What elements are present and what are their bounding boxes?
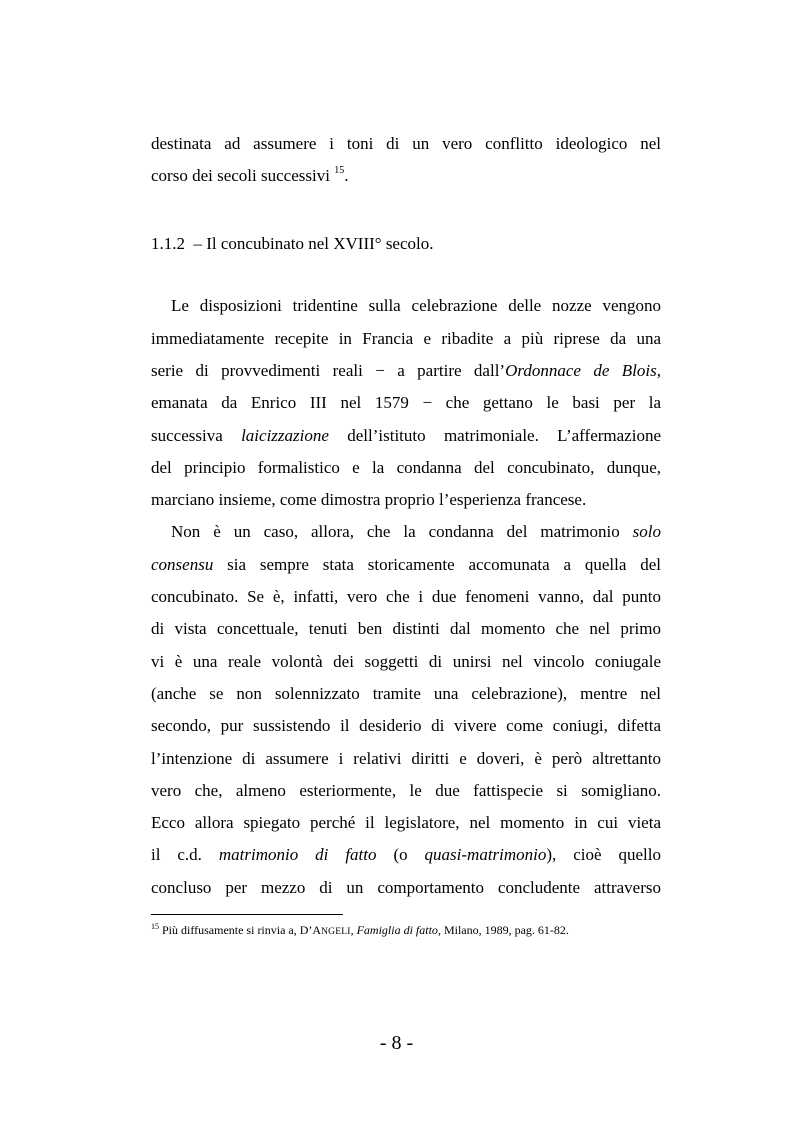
body-line: concluso per mezzo di un comportamento concludente attraverso xyxy=(151,878,661,897)
body-line: successiva laicizzazione dell’istituto matrimoniale. L’affermazione xyxy=(151,426,661,445)
body-line: concubinato. Se è, infatti, vero che i due fenomeni vanno, dal punto xyxy=(151,587,661,606)
body-line: vi è una reale volontà dei soggetti di unirsi nel vincolo coniugale xyxy=(151,652,661,671)
body-line: secondo, pur sussistendo il desiderio di vivere come coniugi, difetta xyxy=(151,716,661,735)
body-line: vero che, almeno esteriormente, le due fattispecie si somigliano. xyxy=(151,781,661,800)
body-line: Non è un caso, allora, che la condanna del matrimonio solo xyxy=(171,522,661,541)
footnote-ref[interactable]: 15 xyxy=(334,165,345,177)
body-line: il c.d. matrimonio di fatto (o quasi-matrimonio), cioè quello xyxy=(151,845,661,864)
body-line: Le disposizioni tridentine sulla celebrazione delle nozze vengono xyxy=(171,296,661,315)
body-line: del principio formalistico e la condanna del concubinato, dunque, xyxy=(151,458,661,477)
footnote-number: 15 xyxy=(151,922,159,931)
body-line: l’intenzione di assumere i relativi diritti e doveri, è però altrettanto xyxy=(151,749,661,768)
footnote: $^{15}$ Più diffusamente si rinvia a, D’ANGELI, Famiglia di fatto, Milano, 1989, pag. 61-82. xyxy=(151,922,569,937)
footnote-separator xyxy=(151,914,343,915)
body-line: corso dei secoli successivi $^{15}$. xyxy=(151,165,349,185)
body-line: immediatamente recepite in Francia e ribadite a più riprese da una xyxy=(151,329,661,348)
body-line: marciano insieme, come dimostra proprio l’esperienza francese. xyxy=(151,490,587,509)
body-line: consensu sia sempre stata storicamente accomunata a quella del xyxy=(151,555,661,574)
body-line: destinata ad assumere i toni di un vero conflitto ideologico nel xyxy=(151,134,661,153)
body-line: Ecco allora spiegato perché il legislatore, nel momento in cui vieta xyxy=(151,813,661,832)
body-line: emanata da Enrico III nel 1579 − che gettano le basi per la xyxy=(151,393,661,412)
page-number: - 8 - xyxy=(379,1032,414,1054)
body-line: serie di provvedimenti reali − a partire dall’Ordonnace de Blois, xyxy=(151,361,661,380)
section-heading: 1.1.2 – Il concubinato nel XVIII° secolo. xyxy=(151,234,434,253)
body-line: di vista concettuale, tenuti ben distinti dal momento che nel primo xyxy=(151,619,661,638)
body-line: (anche se non solennizzato tramite una celebrazione), mentre nel xyxy=(151,684,661,703)
